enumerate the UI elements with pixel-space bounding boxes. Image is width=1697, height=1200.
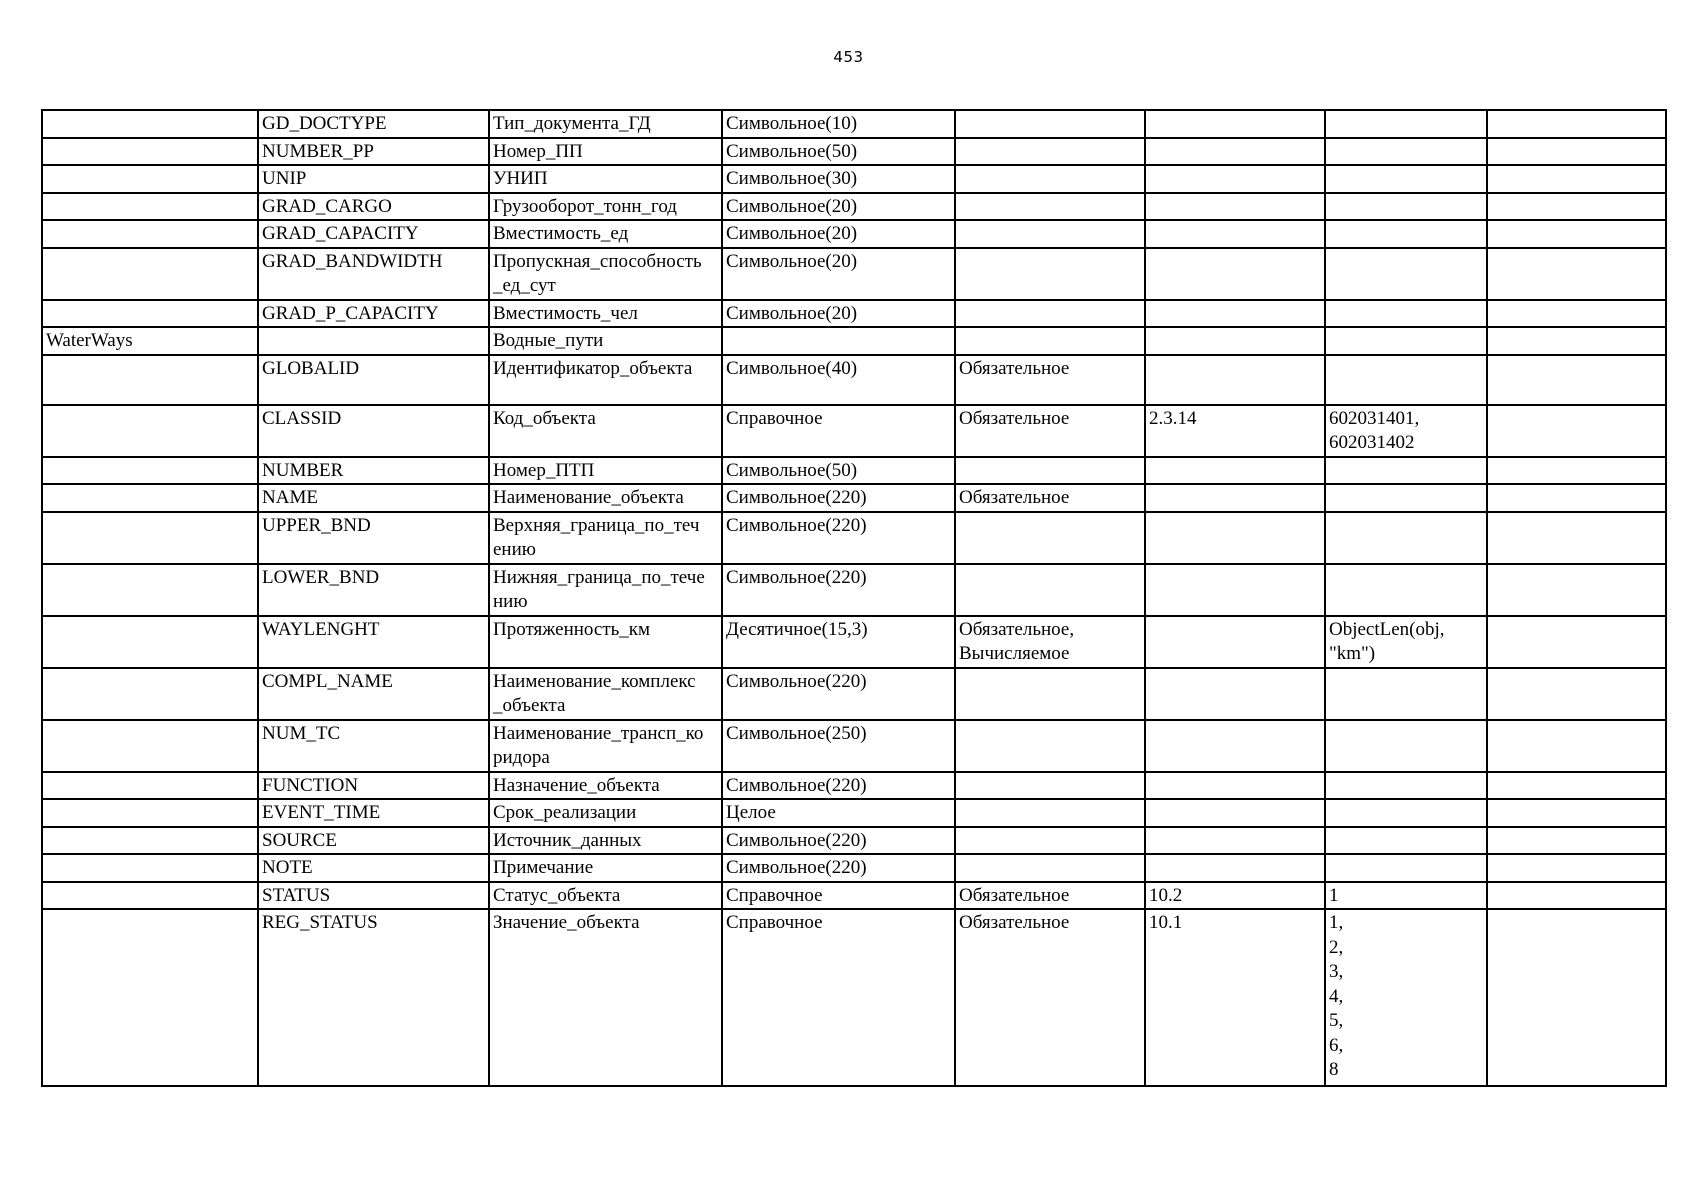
requirement-cell [955, 668, 1145, 720]
class-name-cell [42, 165, 258, 193]
requirement-cell [955, 138, 1145, 166]
field-alias-cell: Наименование_комплекс _объекта [489, 668, 722, 720]
requirement-cell: Обязательное [955, 909, 1145, 1086]
reference-cell [1145, 854, 1325, 882]
note-cell [1487, 668, 1666, 720]
field-alias-cell: Назначение_объекта [489, 772, 722, 800]
value-cell [1325, 799, 1487, 827]
field-alias-cell: Пропускная_способность _ед_сут [489, 248, 722, 300]
value-cell [1325, 512, 1487, 564]
reference-cell [1145, 220, 1325, 248]
reference-cell [1145, 564, 1325, 616]
field-type-cell: Символьное(50) [722, 457, 955, 485]
table-row [42, 720, 1666, 772]
field-name-cell: FUNCTION [258, 772, 489, 800]
table-row [42, 854, 1666, 882]
table-row [42, 165, 1666, 193]
field-name-cell [258, 327, 489, 355]
value-cell: 1, 2, 3, 4, 5, 6, 8 [1325, 909, 1487, 1086]
note-cell [1487, 405, 1666, 457]
table-row [42, 827, 1666, 855]
class-name-cell [42, 193, 258, 221]
value-cell: 602031401, 602031402 [1325, 405, 1487, 457]
field-alias-cell: Тип_документа_ГД [489, 110, 722, 138]
table-row [42, 405, 1666, 457]
field-alias-cell: УНИП [489, 165, 722, 193]
requirement-cell [955, 193, 1145, 221]
field-type-cell: Символьное(20) [722, 300, 955, 328]
field-name-cell: UPPER_BND [258, 512, 489, 564]
note-cell [1487, 138, 1666, 166]
table-row [42, 110, 1666, 138]
note-cell [1487, 457, 1666, 485]
requirement-cell [955, 248, 1145, 300]
class-name-cell [42, 909, 258, 1086]
field-alias-cell: Наименование_объекта [489, 484, 722, 512]
field-alias-cell: Статус_объекта [489, 882, 722, 910]
value-cell [1325, 772, 1487, 800]
field-type-cell: Символьное(220) [722, 772, 955, 800]
note-cell [1487, 616, 1666, 668]
table-row [42, 772, 1666, 800]
field-name-cell: NUMBER_PP [258, 138, 489, 166]
value-cell [1325, 827, 1487, 855]
value-cell [1325, 327, 1487, 355]
class-name-cell [42, 512, 258, 564]
field-name-cell: STATUS [258, 882, 489, 910]
value-cell [1325, 220, 1487, 248]
field-alias-cell: Протяженность_км [489, 616, 722, 668]
reference-cell [1145, 193, 1325, 221]
field-type-cell: Символьное(20) [722, 248, 955, 300]
field-name-cell: GD_DOCTYPE [258, 110, 489, 138]
field-alias-cell: Идентификатор_объекта [489, 355, 722, 405]
reference-cell [1145, 720, 1325, 772]
requirement-cell [955, 110, 1145, 138]
field-name-cell: GLOBALID [258, 355, 489, 405]
field-alias-cell: Вместимость_чел [489, 300, 722, 328]
field-name-cell: NAME [258, 484, 489, 512]
requirement-cell [955, 300, 1145, 328]
value-cell [1325, 564, 1487, 616]
class-name-cell [42, 616, 258, 668]
note-cell [1487, 882, 1666, 910]
field-alias-cell: Вместимость_ед [489, 220, 722, 248]
requirement-cell [955, 327, 1145, 355]
field-name-cell: NOTE [258, 854, 489, 882]
class-name-cell: WaterWays [42, 327, 258, 355]
value-cell [1325, 138, 1487, 166]
table-row [42, 220, 1666, 248]
value-cell [1325, 720, 1487, 772]
field-type-cell: Справочное [722, 909, 955, 1086]
field-name-cell: GRAD_P_CAPACITY [258, 300, 489, 328]
field-type-cell: Символьное(250) [722, 720, 955, 772]
field-name-cell: CLASSID [258, 405, 489, 457]
class-name-cell [42, 564, 258, 616]
field-alias-cell: Грузооборот_тонн_год [489, 193, 722, 221]
class-name-cell [42, 300, 258, 328]
table-row [42, 564, 1666, 616]
note-cell [1487, 484, 1666, 512]
field-type-cell: Десятичное(15,3) [722, 616, 955, 668]
requirement-cell [955, 512, 1145, 564]
field-type-cell: Символьное(10) [722, 110, 955, 138]
requirement-cell [955, 720, 1145, 772]
field-alias-cell: Номер_ПТП [489, 457, 722, 485]
field-alias-cell: Нижняя_граница_по_тече нию [489, 564, 722, 616]
class-name-cell [42, 882, 258, 910]
note-cell [1487, 110, 1666, 138]
reference-cell [1145, 110, 1325, 138]
requirement-cell: Обязательное [955, 484, 1145, 512]
reference-cell [1145, 772, 1325, 800]
field-type-cell: Символьное(220) [722, 484, 955, 512]
field-name-cell: GRAD_CAPACITY [258, 220, 489, 248]
note-cell [1487, 512, 1666, 564]
field-name-cell: GRAD_BANDWIDTH [258, 248, 489, 300]
field-type-cell [722, 327, 955, 355]
reference-cell [1145, 248, 1325, 300]
note-cell [1487, 165, 1666, 193]
reference-cell [1145, 138, 1325, 166]
requirement-cell [955, 165, 1145, 193]
reference-cell [1145, 484, 1325, 512]
field-type-cell: Символьное(50) [722, 138, 955, 166]
class-name-cell [42, 138, 258, 166]
class-name-cell [42, 110, 258, 138]
table-row [42, 355, 1666, 405]
page-number: 453 [833, 48, 864, 66]
note-cell [1487, 193, 1666, 221]
field-type-cell: Символьное(20) [722, 193, 955, 221]
note-cell [1487, 355, 1666, 405]
reference-cell [1145, 300, 1325, 328]
field-name-cell: SOURCE [258, 827, 489, 855]
value-cell [1325, 193, 1487, 221]
table-row [42, 512, 1666, 564]
requirement-cell [955, 457, 1145, 485]
note-cell [1487, 564, 1666, 616]
note-cell [1487, 827, 1666, 855]
field-alias-cell: Значение_объекта [489, 909, 722, 1086]
value-cell [1325, 165, 1487, 193]
field-name-cell: EVENT_TIME [258, 799, 489, 827]
value-cell [1325, 355, 1487, 405]
table-row [42, 248, 1666, 300]
table-row [42, 300, 1666, 328]
field-alias-cell: Номер_ПП [489, 138, 722, 166]
field-type-cell: Символьное(220) [722, 512, 955, 564]
requirement-cell [955, 564, 1145, 616]
field-type-cell: Символьное(30) [722, 165, 955, 193]
field-type-cell: Символьное(220) [722, 564, 955, 616]
field-name-cell: NUM_TC [258, 720, 489, 772]
field-alias-cell: Наименование_трансп_ко ридора [489, 720, 722, 772]
note-cell [1487, 799, 1666, 827]
table-row [42, 882, 1666, 910]
class-name-cell [42, 799, 258, 827]
class-name-cell [42, 355, 258, 405]
class-name-cell [42, 484, 258, 512]
field-alias-cell: Примечание [489, 854, 722, 882]
field-type-cell: Справочное [722, 405, 955, 457]
value-cell [1325, 110, 1487, 138]
reference-cell [1145, 512, 1325, 564]
table-row [42, 616, 1666, 668]
value-cell [1325, 854, 1487, 882]
table-row [42, 484, 1666, 512]
value-cell [1325, 668, 1487, 720]
note-cell [1487, 327, 1666, 355]
table-row [42, 457, 1666, 485]
requirement-cell [955, 220, 1145, 248]
field-name-cell: COMPL_NAME [258, 668, 489, 720]
class-name-cell [42, 405, 258, 457]
value-cell [1325, 484, 1487, 512]
note-cell [1487, 720, 1666, 772]
reference-cell: 10.2 [1145, 882, 1325, 910]
field-name-cell: UNIP [258, 165, 489, 193]
note-cell [1487, 854, 1666, 882]
reference-cell: 10.1 [1145, 909, 1325, 1086]
requirement-cell: Обязательное [955, 355, 1145, 405]
value-cell [1325, 300, 1487, 328]
note-cell [1487, 248, 1666, 300]
table-row [42, 668, 1666, 720]
note-cell [1487, 909, 1666, 1086]
note-cell [1487, 220, 1666, 248]
field-alias-cell: Срок_реализации [489, 799, 722, 827]
reference-cell [1145, 668, 1325, 720]
field-type-cell: Символьное(220) [722, 668, 955, 720]
reference-cell [1145, 457, 1325, 485]
reference-cell [1145, 355, 1325, 405]
field-type-cell: Символьное(220) [722, 854, 955, 882]
reference-cell: 2.3.14 [1145, 405, 1325, 457]
value-cell: ObjectLen(obj, "km") [1325, 616, 1487, 668]
field-alias-cell: Источник_данных [489, 827, 722, 855]
requirement-cell: Обязательное, Вычисляемое [955, 616, 1145, 668]
class-name-cell [42, 457, 258, 485]
field-type-cell: Символьное(20) [722, 220, 955, 248]
note-cell [1487, 772, 1666, 800]
requirement-cell [955, 827, 1145, 855]
reference-cell [1145, 799, 1325, 827]
reference-cell [1145, 327, 1325, 355]
field-name-cell: LOWER_BND [258, 564, 489, 616]
class-name-cell [42, 827, 258, 855]
class-name-cell [42, 772, 258, 800]
table-row [42, 327, 1666, 355]
table-row [42, 138, 1666, 166]
attribute-table [41, 109, 1667, 1087]
field-name-cell: GRAD_CARGO [258, 193, 489, 221]
note-cell [1487, 300, 1666, 328]
class-name-cell [42, 248, 258, 300]
field-type-cell: Справочное [722, 882, 955, 910]
class-name-cell [42, 220, 258, 248]
field-alias-cell: Верхняя_граница_по_теч ению [489, 512, 722, 564]
value-cell [1325, 248, 1487, 300]
requirement-cell [955, 799, 1145, 827]
reference-cell [1145, 827, 1325, 855]
requirement-cell [955, 854, 1145, 882]
table-body [42, 110, 1666, 1086]
class-name-cell [42, 668, 258, 720]
table-row [42, 193, 1666, 221]
field-type-cell: Символьное(40) [722, 355, 955, 405]
value-cell [1325, 457, 1487, 485]
requirement-cell: Обязательное [955, 405, 1145, 457]
field-alias-cell: Водные_пути [489, 327, 722, 355]
class-name-cell [42, 854, 258, 882]
value-cell: 1 [1325, 882, 1487, 910]
class-name-cell [42, 720, 258, 772]
requirement-cell: Обязательное [955, 882, 1145, 910]
reference-cell [1145, 165, 1325, 193]
field-alias-cell: Код_объекта [489, 405, 722, 457]
table-row [42, 909, 1666, 1086]
requirement-cell [955, 772, 1145, 800]
reference-cell [1145, 616, 1325, 668]
table-row [42, 799, 1666, 827]
field-type-cell: Целое [722, 799, 955, 827]
field-type-cell: Символьное(220) [722, 827, 955, 855]
field-name-cell: REG_STATUS [258, 909, 489, 1086]
field-name-cell: WAYLENGHT [258, 616, 489, 668]
field-name-cell: NUMBER [258, 457, 489, 485]
